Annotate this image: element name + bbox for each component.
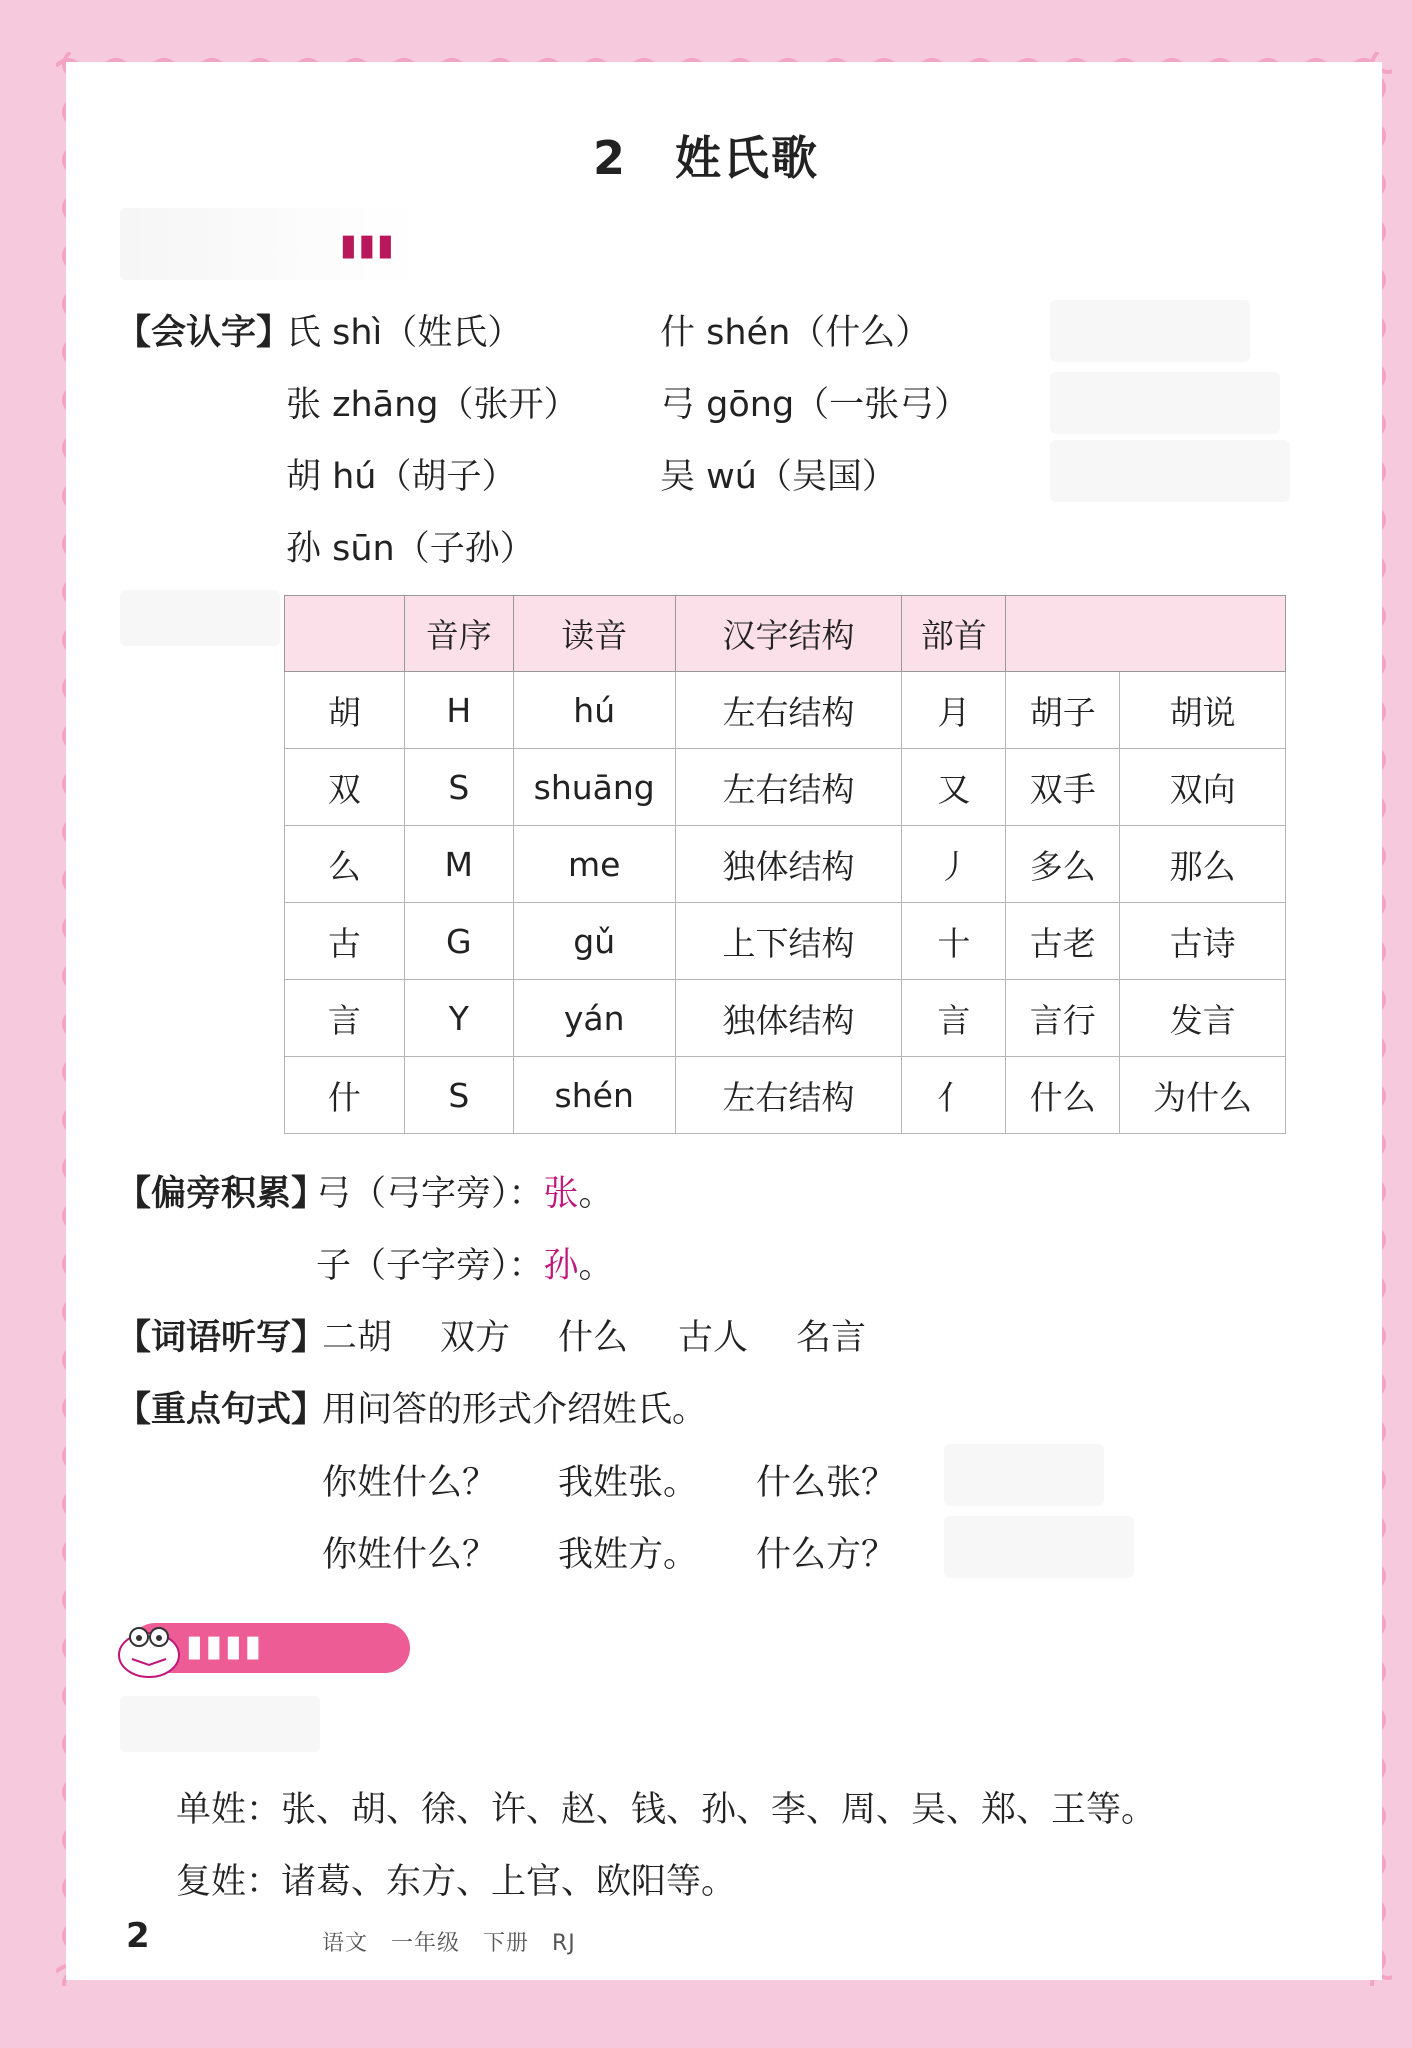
table-cell: 上下结构 [675,903,902,980]
table-cell: 左右结构 [675,672,902,749]
recognize-label: 【会认字】 [116,313,292,353]
radical-name: 子（子字旁）： [316,1246,544,1286]
table-cell: 丿 [902,826,1006,903]
table-cell: yán [513,980,675,1057]
table-cell: 什 [285,1057,405,1134]
single-surnames: 单姓：张、胡、徐、许、赵、钱、孙、李、周、吴、郑、王等。 [176,1790,1157,1830]
faded-area [1050,300,1250,362]
faded-area [120,590,280,646]
table-header-cell: 读音 [513,596,675,672]
table-cell: 月 [902,672,1006,749]
table-cell: 那么 [1120,826,1286,903]
table-cell: 双手 [1006,749,1120,826]
table-cell: 十 [902,903,1006,980]
table-cell: 言 [285,980,405,1057]
dictation-word: 二胡 [322,1318,393,1358]
dialogue-line: 什么张？ [756,1463,897,1503]
faded-area [1050,440,1290,502]
table-cell: 言 [902,980,1006,1057]
table-cell: 多么 [1006,826,1120,903]
banner-text: ▮▮▮▮ [186,1629,265,1664]
table-cell: shuāng [513,749,675,826]
footer-text: 语文 一年级 下册 RJ [322,1931,576,1956]
faded-area [944,1516,1134,1578]
faded-area [120,1696,320,1752]
table-cell: S [404,1057,513,1134]
table-cell: Y [404,980,513,1057]
dictation-word: 什么 [558,1318,629,1358]
table-cell: 么 [285,826,405,903]
table-cell: S [404,749,513,826]
section-banner-knowledge [90,1615,430,1685]
faded-area [1050,372,1280,434]
table-cell: G [404,903,513,980]
radical-line [316,1166,614,1216]
recognize-item: 什 shén（什么） [660,313,931,353]
dialogue-line: 你姓什么？ [322,1463,498,1503]
section-banner-mark: ▮▮▮ [340,228,396,263]
table-header-cell: 部首 [902,596,1006,672]
book-mascot-icon [114,1615,184,1681]
dictation-word: 古人 [678,1318,749,1358]
table-cell: H [404,672,513,749]
table-cell: 独体结构 [675,826,902,903]
compound-surnames: 复姓：诸葛、东方、上官、欧阳等。 [176,1862,737,1902]
dialogue-line: 我姓方。 [558,1535,699,1575]
table-cell: 胡子 [1006,672,1120,749]
table-cell: 发言 [1120,980,1286,1057]
table-cell: 古老 [1006,903,1120,980]
table-row [285,903,1286,980]
dialogue-line: 什么方？ [756,1535,897,1575]
radical-tail: 。 [578,1174,614,1214]
dialogue-line: 我姓张。 [558,1463,699,1503]
table-cell: 言行 [1006,980,1120,1057]
table-cell: gǔ [513,903,675,980]
character-table [284,595,1286,1134]
table-cell: 独体结构 [675,980,902,1057]
table-cell: 胡说 [1120,672,1286,749]
table-header-cell: 音序 [404,596,513,672]
recognize-item: 孙 sūn（子孙） [286,529,535,569]
table-cell: me [513,826,675,903]
sentence-label: 【重点句式】 [116,1390,327,1430]
section-banner-faded [120,208,420,280]
table-cell: 什么 [1006,1057,1120,1134]
recognize-item: 吴 wú（吴国） [660,457,897,497]
table-cell: hú [513,672,675,749]
table-header-cell [285,596,405,672]
recognize-item: 弓 gōng（一张弓） [660,385,970,425]
radical-example: 孙 [543,1246,579,1286]
table-cell: shén [513,1057,675,1134]
table-cell: 双向 [1120,749,1286,826]
radicals-label: 【偏旁积累】 [116,1174,327,1214]
table-cell: 古诗 [1120,903,1286,980]
dictation-word: 名言 [796,1318,867,1358]
table-row [285,672,1286,749]
table-cell: 双 [285,749,405,826]
lesson-title: 2 姓氏歌 [592,131,819,185]
radical-example: 张 [543,1174,579,1214]
table-cell: 为什么 [1120,1057,1286,1134]
table-cell: 左右结构 [675,1057,902,1134]
dictation-word: 双方 [440,1318,511,1358]
table-row [285,826,1286,903]
table-header-cell: 汉字结构 [675,596,902,672]
table-cell: 胡 [285,672,405,749]
table-header-cell [1006,596,1286,672]
table-cell: 古 [285,903,405,980]
table-cell: 又 [902,749,1006,826]
dialogue-line: 你姓什么？ [322,1535,498,1575]
radical-tail: 。 [578,1246,614,1286]
sentence-text: 用问答的形式介绍姓氏。 [322,1390,708,1430]
recognize-item: 氏 shì（姓氏） [286,313,523,353]
page-number: 2 [126,1916,150,1956]
recognize-item: 张 zhāng（张开） [286,385,579,425]
table-header-row [285,596,1286,672]
table-row [285,1057,1286,1134]
radical-line [316,1238,614,1288]
table-cell: M [404,826,513,903]
dictation-label: 【词语听写】 [116,1318,327,1358]
table-row [285,749,1286,826]
table-cell: 左右结构 [675,749,902,826]
table-cell: 亻 [902,1057,1006,1134]
faded-area [944,1444,1104,1506]
radical-name: 弓（弓字旁）： [316,1174,544,1214]
recognize-item: 胡 hú（胡子） [286,457,517,497]
table-row [285,980,1286,1057]
